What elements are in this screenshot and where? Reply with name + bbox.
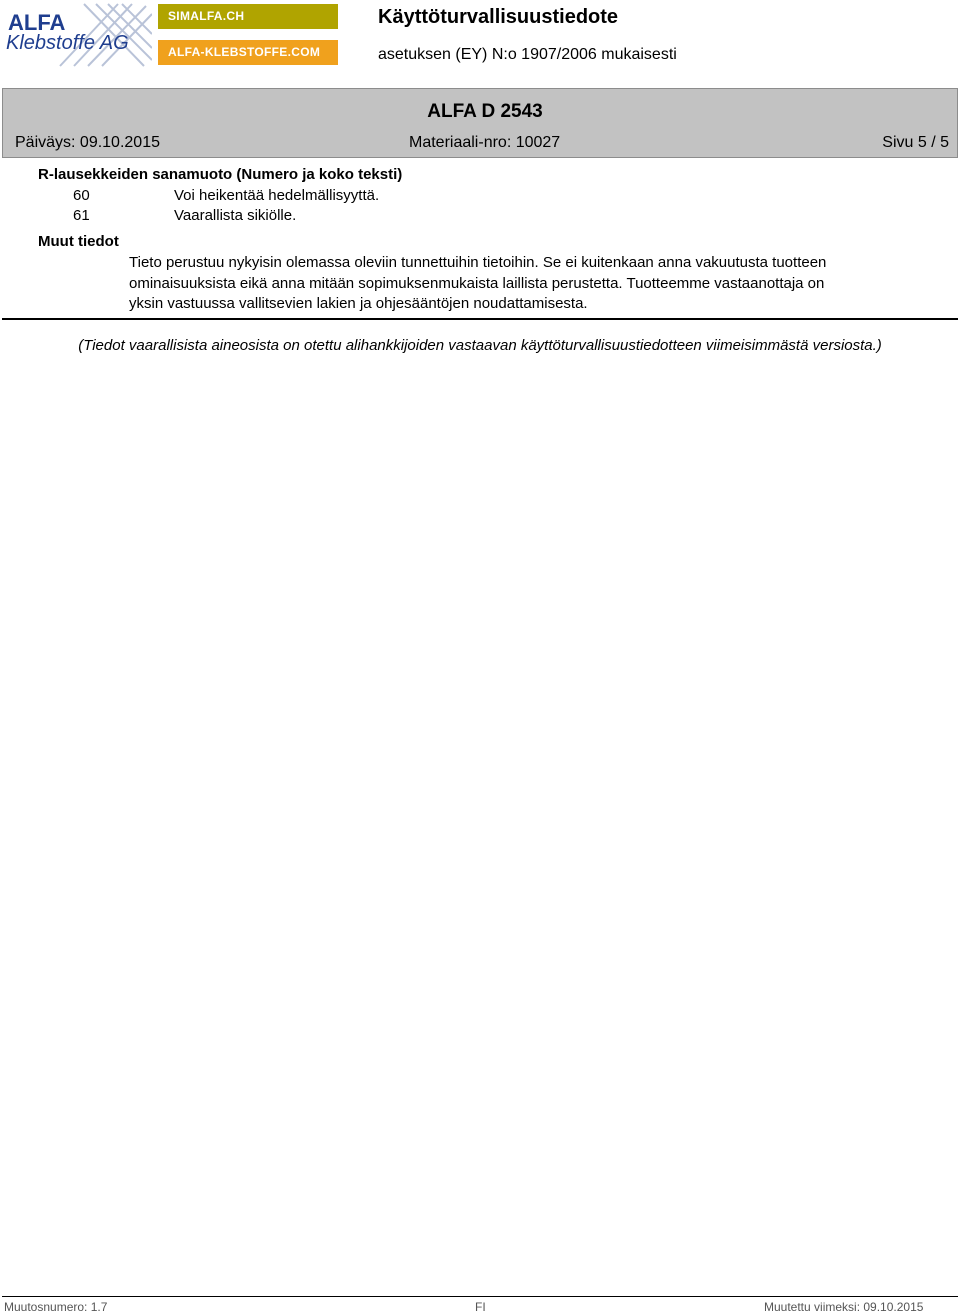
r-phrase-text: Vaarallista sikiölle.	[174, 207, 297, 224]
last-modified: Muutettu viimeksi: 09.10.2015	[764, 1300, 924, 1314]
alfa-klebstoffe-badge: ALFA-KLEBSTOFFE.COM	[158, 40, 338, 65]
other-info-text: Tieto perustuu nykyisin olemassa oleviin tunnettuihin tietoihin. Se ei kuitenkaan anna vakuutusta tuotteen ominaisuuksista eikä anna mitään sopimuksenmukaista laillista perustetta. Tuotteemme vastaanottaja on yksin vastuussa vallitsevien lakien ja ohjesääntöjen noudattamisesta.	[129, 254, 827, 312]
footer-divider	[2, 1296, 958, 1297]
product-name: ALFA D 2543	[427, 101, 543, 122]
section-divider	[2, 318, 958, 320]
company-logo	[4, 2, 152, 68]
revision-number: Muutosnumero: 1.7	[4, 1300, 108, 1314]
logo-brand: ALFA	[8, 10, 66, 35]
issue-date: Päiväys: 09.10.2015	[15, 134, 160, 151]
simalfa-badge: SIMALFA.CH	[158, 4, 338, 29]
r-phrases-heading: R-lausekkeiden sanamuoto (Numero ja koko teksti)	[38, 166, 403, 183]
r-phrase-code: 61	[73, 207, 90, 224]
other-info-heading: Muut tiedot	[38, 233, 119, 250]
footnote: (Tiedot vaarallisista aineosista on otettu alihankkijoiden vastaavan käyttöturvallisuustiedotteen viimeisimmästä versiosta.)	[78, 337, 882, 354]
product-info-bar	[2, 88, 958, 158]
language-code: FI	[475, 1300, 486, 1314]
page-number: Sivu 5 / 5	[882, 134, 949, 151]
document-subtitle: asetuksen (EY) N:o 1907/2006 mukaisesti	[378, 46, 677, 63]
material-number: Materiaali-nro: 10027	[409, 134, 561, 151]
document-title: Käyttöturvallisuustiedote	[378, 6, 619, 28]
logo-company-name: Klebstoffe AG	[6, 32, 129, 54]
r-phrase-text: Voi heikentää hedelmällisyyttä.	[174, 187, 380, 204]
r-phrase-code: 60	[73, 187, 90, 204]
